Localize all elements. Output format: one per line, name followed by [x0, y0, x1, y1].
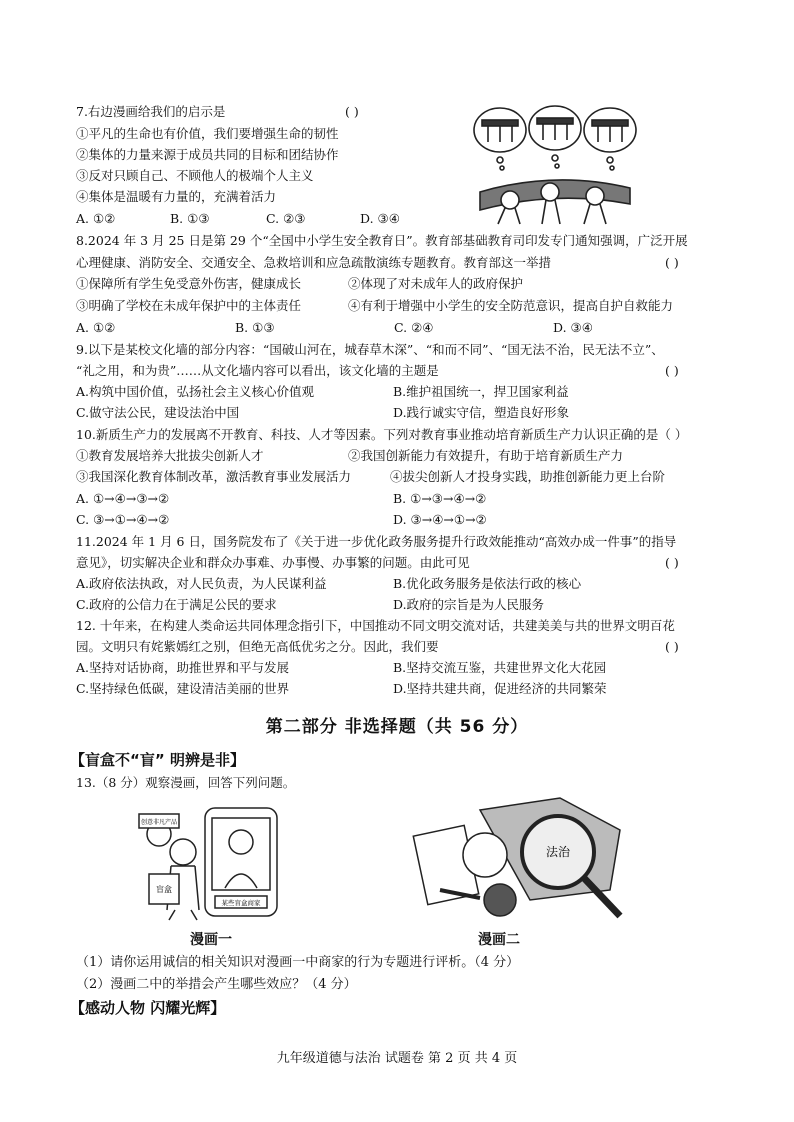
q13-stem: 13.（8 分）观察漫画，回答下列问题。 [76, 775, 296, 790]
q8-item-1: ①保障所有学生免受意外伤害，健康成长 [76, 276, 302, 291]
q13-subquestion-1: （1）请你运用诚信的相关知识对漫画一中商家的行为专题进行评析。（4 分） [76, 955, 520, 970]
q11-answer-paren: ( ) [665, 555, 679, 570]
q10-item-4: ④拔尖创新人才投身实践，助推创新能力更上台阶 [390, 469, 666, 484]
section-touching-people-title: 【感动人物 闪耀光辉】 [70, 999, 226, 1017]
q9-option-d: D.践行诚实守信，塑造良好形象 [393, 405, 570, 420]
q13-subquestion-2: （2）漫画二中的举措会产生哪些效应？（4 分） [76, 977, 357, 992]
cartoon-one-bubble-label: 创意非凡产品 [140, 819, 178, 826]
q12-answer-paren: ( ) [665, 639, 679, 654]
cartoon-one-box-label: 盲盒 [156, 885, 172, 894]
q11-stem: 11.2024 年 1 月 6 日，国务院发布了《关于进一步优化政务服务提升行政效能推动“高效办成一件事”的指导 [76, 534, 677, 549]
q7-stem: 7.右边漫画给我们的启示是 [76, 104, 226, 119]
q10-item-2: ②我国创新能力有效提升，有助于培育新质生产力 [348, 448, 624, 463]
q7-item-3: ③反对只顾自己、不顾他人的极端个人主义 [76, 168, 314, 183]
q10-item-3: ③我国深化教育体制改革，激活教育事业发展活力 [76, 469, 352, 484]
page-footer: 九年级道德与法治 试题卷 第 2 页 共 4 页 [276, 1051, 518, 1066]
cartoon-one-caption: 漫画一 [190, 932, 232, 948]
q8-option-d: D. ③④ [553, 320, 593, 335]
cartoon-two-illustration [410, 790, 640, 928]
q10-option-a: A. ①→④→③→② [76, 491, 170, 506]
q12-stem: 12. 十年来，在构建人类命运共同体理念指引下，中国推动不同文明交流对话，共建美美与共的世界文明百花 [76, 618, 675, 633]
q7-option-a: A. ①② [76, 211, 116, 226]
section-blind-box-title: 【盲盒不“盲” 明辨是非】 [70, 751, 245, 769]
q10-item-1: ①教育发展培养大批拔尖创新人才 [76, 448, 264, 463]
q8-stem-2: 心理健康、消防安全、交通安全、急救培训和应急疏散演练专题教育。教育部这一举措 [76, 255, 552, 270]
q9-stem-2: “礼之用，和为贵”……从文化墙内容可以看出，该文化墙的主题是 [76, 363, 439, 378]
q8-item-4: ④有利于增强中小学生的安全防范意识，提高自护自救能力 [348, 298, 674, 313]
q8-option-c: C. ②④ [394, 320, 434, 335]
q7-option-d: D. ③④ [360, 211, 400, 226]
q12-option-a: A.坚持对话协商，助推世界和平与发展 [76, 660, 290, 675]
q7-item-1: ①平凡的生命也有价值，我们要增强生命的韧性 [76, 126, 339, 141]
q10-option-d: D. ③→④→①→② [393, 512, 487, 527]
q9-option-a: A.构筑中国价值，弘扬社会主义核心价值观 [76, 384, 315, 399]
q7-option-b: B. ①③ [170, 211, 210, 226]
q9-answer-paren: ( ) [665, 363, 679, 378]
q8-answer-paren: ( ) [665, 255, 679, 270]
q7-option-c: C. ②③ [266, 211, 306, 226]
q12-stem-2: 园。文明只有姹紫嫣红之别，但绝无高低优劣之分。因此，我们要 [76, 639, 439, 654]
q12-option-b: B.坚持交流互鉴，共建世界文化大花园 [393, 660, 607, 675]
q10-stem: 10.新质生产力的发展离不开教育、科技、人才等因素。下列对教育事业推动培育新质生产力认识正确的是（ ） [76, 427, 688, 442]
q9-stem: 9.以下是某校文化墙的部分内容：“国破山河在，城春草木深”、“和而不同”、“国无法不治，民无法不立”、 [76, 342, 664, 357]
q9-option-b: B.维护祖国统一，捍卫国家利益 [393, 384, 569, 399]
q10-option-c: C. ③→①→④→② [76, 512, 170, 527]
q7-cartoon-illustration [470, 100, 640, 228]
q7-answer-paren: ( ) [345, 104, 359, 119]
q8-stem: 8.2024 年 3 月 25 日是第 29 个“全国中小学生安全教育日”。教育部基础教育司印发专门通知强调，广泛开展 [76, 233, 688, 248]
cartoon-two-lens-label: 法治 [545, 845, 571, 859]
q12-option-c: C.坚持绿色低碳，建设清洁美丽的世界 [76, 681, 290, 696]
q8-item-2: ②体现了对未成年人的政府保护 [348, 276, 524, 291]
q11-option-b: B.优化政务服务是依法行政的核心 [393, 576, 582, 591]
q11-option-c: C.政府的公信力在于满足公民的要求 [76, 597, 277, 612]
cartoon-one-illustration [135, 800, 297, 924]
q10-option-b: B. ①→③→④→② [393, 491, 487, 506]
cartoon-two-caption: 漫画二 [478, 932, 520, 948]
q8-option-a: A. ①② [76, 320, 116, 335]
q7-item-2: ②集体的力量来源于成员共同的目标和团结协作 [76, 147, 339, 162]
part-two-title: 第二部分 非选择题（共 56 分） [265, 717, 529, 737]
q8-item-3: ③明确了学校在未成年保护中的主体责任 [76, 298, 302, 313]
q11-option-d: D.政府的宗旨是为人民服务 [393, 597, 545, 612]
q11-option-a: A.政府依法执政，对人民负责，为人民谋利益 [76, 576, 327, 591]
q8-option-b: B. ①③ [235, 320, 275, 335]
q11-stem-2: 意见》，切实解决企业和群众办事难、办事慢、办事繁的问题。由此可见 [76, 555, 470, 570]
q12-option-d: D.坚持共建共商，促进经济的共同繁荣 [393, 681, 607, 696]
cartoon-one-sign-label: 某些盲盒商家 [221, 899, 261, 907]
q9-option-c: C.做守法公民，建设法治中国 [76, 405, 240, 420]
q7-item-4: ④集体是温暖有力量的，充满着活力 [76, 189, 277, 204]
